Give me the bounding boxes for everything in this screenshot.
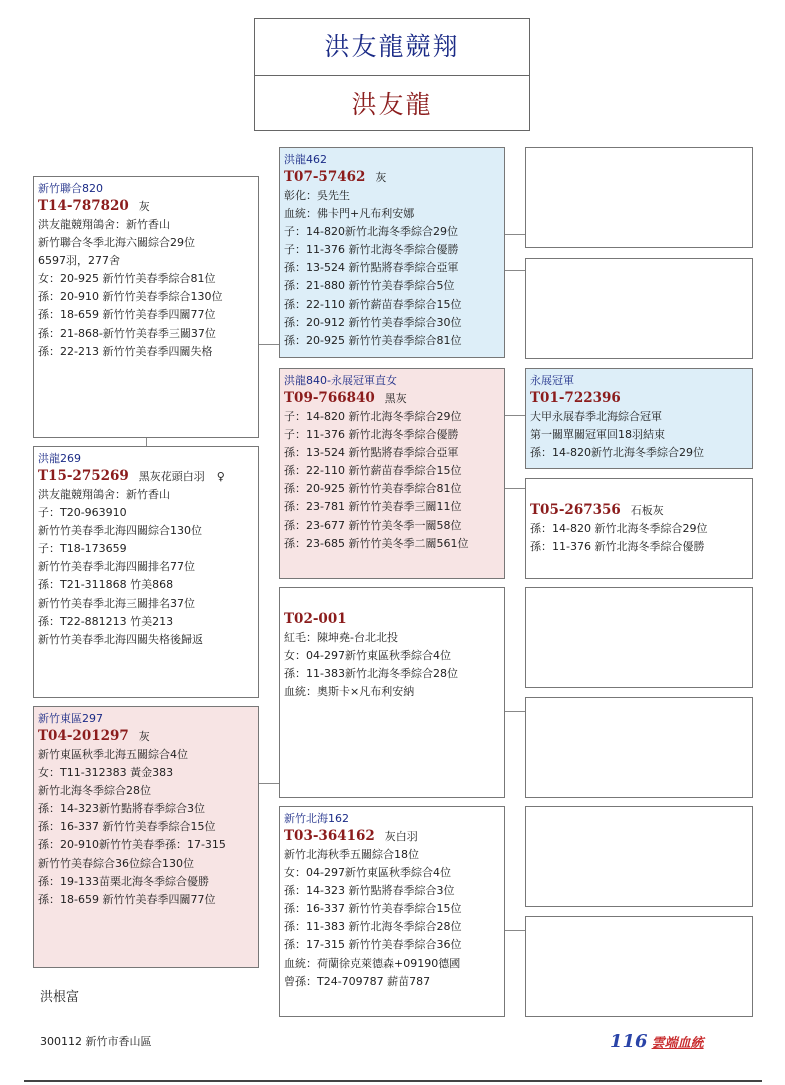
sire-dam-line: 子：14-820 新竹北海冬季綜合29位 bbox=[284, 410, 462, 423]
dam-line: 新竹竹美春季北海四關失格後歸返 bbox=[38, 632, 203, 646]
connector-line bbox=[146, 437, 147, 446]
sire-sire-ring: T07-57462 bbox=[284, 169, 366, 185]
dam-dam-ring: T04-201297 bbox=[38, 728, 129, 744]
owner-name: 洪根富 bbox=[40, 990, 80, 1005]
dam-dam-dam-box bbox=[279, 806, 505, 1017]
dam-line: 子：T18-173659 bbox=[38, 542, 127, 556]
dam-dam-line: 新竹東區秋季北海五關綜合4位 bbox=[38, 748, 188, 761]
sire-sire-line: 血統：佛卡門+凡布利安娜 bbox=[284, 207, 415, 221]
dam-line: 新竹竹美春季北海三關排名37位 bbox=[38, 596, 195, 610]
sire-sire-line: 孫：22-110 新竹薪苗春季綜合15位 bbox=[284, 297, 462, 311]
dam-line: 洪友龍競翔鴿舍：新竹香山 bbox=[38, 488, 170, 501]
sire-dam-sire-header: 永展冠軍 bbox=[530, 374, 574, 387]
sire-line: 孫：20-910 新竹竹美春季綜合130位 bbox=[38, 290, 223, 304]
sire-line: 孫：21-868-新竹竹美春季三關37位 bbox=[38, 326, 216, 340]
sire-dam-line: 孫：13-524 新竹點將春季綜合亞軍 bbox=[284, 446, 459, 460]
dam-dam-dam-line: 孫：14-323 新竹點將春季綜合3位 bbox=[284, 884, 455, 898]
dam-color: 黑灰花頭白羽 bbox=[138, 470, 205, 483]
dam-dam-dam-color: 灰白羽 bbox=[384, 830, 418, 843]
sire-dam-box bbox=[279, 368, 505, 579]
empty-ancestor-box bbox=[525, 587, 753, 688]
dam-dam-line: 孫：19-133苗栗北海冬季綜合優勝 bbox=[38, 874, 209, 888]
dam-line: 孫：T22-881213 竹美213 bbox=[38, 614, 174, 628]
dam-dam-dam-header: 新竹北海162 bbox=[284, 812, 349, 825]
dam-dam-line: 女：T11-312383 黃金383 bbox=[38, 766, 174, 780]
dam-dam-dam-ring: T03-364162 bbox=[284, 828, 375, 844]
sire-dam-line: 孫：23-781 新竹竹美春季三關11位 bbox=[284, 500, 462, 514]
connector-line bbox=[504, 270, 525, 271]
dam-dam-dam-line: 女：04-297新竹東區秋季綜合4位 bbox=[284, 866, 451, 880]
sire-line: 孫：22-213 新竹竹美春季四關失格 bbox=[38, 344, 213, 358]
dam-dam-dam-line: 孫：16-337 新竹竹美春季綜合15位 bbox=[284, 902, 462, 916]
sire-dam-color: 黑灰 bbox=[384, 392, 407, 405]
footer-divider bbox=[24, 1080, 762, 1082]
dam-dam-line: 孫：18-659 新竹竹美春季四關77位 bbox=[38, 892, 216, 906]
connector-line bbox=[504, 711, 525, 712]
sire-line: 女：20-925 新竹竹美春季綜合81位 bbox=[38, 272, 216, 286]
empty-ancestor-box bbox=[525, 916, 753, 1017]
sire-sire-line: 子：14-820新竹北海冬季綜合29位 bbox=[284, 225, 458, 239]
dam-sire-line: 孫：11-383新竹北海冬季綜合28位 bbox=[284, 667, 458, 681]
sire-dam-dam-color: 石板灰 bbox=[630, 504, 664, 517]
sire-sire-line: 孫：20-925 新竹竹美春季綜合81位 bbox=[284, 333, 462, 347]
connector-line bbox=[504, 234, 525, 235]
sire-line: 洪友龍競翔鴿舍：新竹香山 bbox=[38, 218, 170, 231]
sire-dam-line: 孫：22-110 新竹薪苗春季綜合15位 bbox=[284, 464, 462, 478]
sire-sire-line: 孫：21-880 新竹竹美春季綜合5位 bbox=[284, 279, 455, 293]
sire-header: 新竹聯合820 bbox=[38, 182, 103, 195]
dam-dam-box bbox=[33, 706, 259, 968]
sire-dam-sire-ring: T01-722396 bbox=[530, 390, 621, 406]
sire-sire-color: 灰 bbox=[375, 171, 387, 184]
sire-sire-line: 子：11-376 新竹北海冬季綜合優勝 bbox=[284, 243, 459, 257]
dam-dam-dam-line: 新竹北海秋季五關綜合18位 bbox=[284, 848, 419, 861]
dam-header: 洪龍269 bbox=[38, 452, 81, 465]
address: 300112 新竹市香山區 bbox=[40, 1035, 152, 1048]
dam-dam-color: 灰 bbox=[138, 730, 150, 743]
connector-line bbox=[504, 415, 525, 416]
dam-sire-line: 女：04-297新竹東區秋季綜合4位 bbox=[284, 649, 451, 663]
sire-dam-line: 子：11-376 新竹北海冬季綜合優勝 bbox=[284, 428, 459, 442]
logo-text: 雲端血統 bbox=[651, 1036, 704, 1051]
dam-dam-line: 新竹北海冬季綜合28位 bbox=[38, 784, 151, 798]
empty-ancestor-box bbox=[525, 697, 753, 798]
dam-ring: T15-275269 bbox=[38, 468, 129, 484]
dam-line: 新竹竹美春季北海四關排名77位 bbox=[38, 560, 195, 574]
sire-sire-box bbox=[279, 147, 505, 358]
page-title: 洪友龍競翔 bbox=[255, 19, 529, 76]
sire-dam-sire-box bbox=[525, 368, 753, 469]
dam-dam-dam-line: 孫：17-315 新竹竹美春季綜合36位 bbox=[284, 938, 462, 952]
dam-dam-line: 孫：20-910新竹竹美春季孫：17-315 bbox=[38, 838, 226, 852]
dam-sire-line: 紅毛：陳坤堯-台北北投 bbox=[284, 631, 398, 644]
sire-line: 新竹聯合冬季北海六關綜合29位 bbox=[38, 236, 195, 250]
dam-dam-dam-line: 血統：荷蘭徐克萊德森+09190德國 bbox=[284, 956, 461, 970]
dam-dam-header: 新竹東區297 bbox=[38, 712, 103, 725]
dam-sire-box bbox=[279, 587, 505, 798]
sire-ring: T14-787820 bbox=[38, 198, 129, 214]
empty-ancestor-box bbox=[525, 147, 753, 248]
sire-dam-sire-line: 大甲永展春季北海綜合冠軍 bbox=[530, 410, 662, 423]
connector-line bbox=[504, 488, 525, 489]
connector-line bbox=[259, 344, 279, 345]
sire-dam-sire-line: 第一關單關冠軍回18羽結束 bbox=[530, 428, 665, 442]
brand-logo bbox=[610, 1031, 704, 1052]
sire-line: 6597羽，277舍 bbox=[38, 254, 120, 268]
empty-ancestor-box bbox=[525, 806, 753, 907]
female-sex-icon: ♀ bbox=[216, 470, 225, 483]
dam-box bbox=[33, 446, 259, 698]
dam-sire-line: 血統：奧斯卡×凡布利安納 bbox=[284, 685, 415, 699]
sire-box bbox=[33, 176, 259, 438]
logo-number: 116 bbox=[610, 1031, 648, 1052]
title-box bbox=[254, 18, 530, 131]
sire-dam-line: 孫：20-925 新竹竹美春季綜合81位 bbox=[284, 482, 462, 496]
sire-dam-dam-ring: T05-267356 bbox=[530, 502, 621, 518]
sire-sire-line: 孫：13-524 新竹點將春季綜合亞軍 bbox=[284, 261, 459, 275]
sire-dam-header: 洪龍840-永展冠軍直女 bbox=[284, 374, 397, 387]
dam-dam-line: 新竹竹美春綜合36位綜合130位 bbox=[38, 856, 194, 870]
empty-ancestor-box bbox=[525, 258, 753, 359]
sire-dam-sire-line: 孫：14-820新竹北海冬季綜合29位 bbox=[530, 446, 704, 460]
sire-sire-header: 洪龍462 bbox=[284, 153, 327, 166]
dam-line: 新竹竹美春季北海四關綜合130位 bbox=[38, 524, 202, 538]
pigeon-name: 洪友龍 bbox=[351, 90, 433, 119]
dam-dam-dam-line: 孫：11-383 新竹北海冬季綜合28位 bbox=[284, 920, 462, 934]
sire-dam-line: 孫：23-677 新竹竹美冬季一關58位 bbox=[284, 518, 462, 532]
dam-dam-line: 孫：14-323新竹點將春季綜合3位 bbox=[38, 802, 205, 816]
dam-line: 子：T20-963910 bbox=[38, 506, 127, 520]
dam-dam-line: 孫：16-337 新竹竹美春季綜合15位 bbox=[38, 820, 216, 834]
dam-dam-dam-line: 曾孫：T24-709787 薪苗787 bbox=[284, 974, 431, 988]
sire-line: 孫：18-659 新竹竹美春季四關77位 bbox=[38, 308, 216, 322]
sire-dam-dam-line: 孫：14-820 新竹北海冬季綜合29位 bbox=[530, 522, 708, 535]
sire-sire-line: 彰化：吳先生 bbox=[284, 189, 350, 202]
sire-dam-dam-box bbox=[525, 478, 753, 579]
sire-sire-line: 孫：20-912 新竹竹美春季綜合30位 bbox=[284, 315, 462, 329]
dam-sire-ring: T02-001 bbox=[284, 611, 347, 627]
sire-dam-dam-line: 孫：11-376 新竹北海冬季綜合優勝 bbox=[530, 540, 705, 554]
sire-color: 灰 bbox=[138, 200, 150, 213]
sire-dam-line: 孫：23-685 新竹竹美冬季二關561位 bbox=[284, 536, 469, 550]
dam-line: 孫：T21-311868 竹美868 bbox=[38, 578, 174, 592]
connector-line bbox=[259, 783, 279, 784]
sire-dam-ring: T09-766840 bbox=[284, 390, 375, 406]
connector-line bbox=[504, 930, 525, 931]
